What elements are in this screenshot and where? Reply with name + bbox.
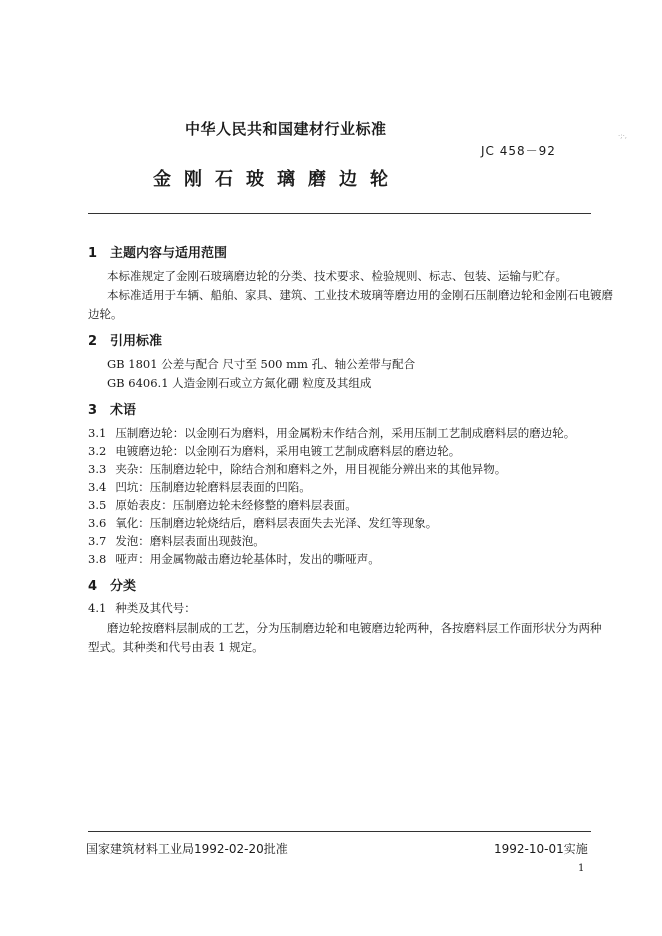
section-4-number: 4 — [88, 579, 98, 594]
reference-item: GB 1801 公差与配合 尺寸至 500 mm 孔、轴公差带与配合 — [107, 357, 416, 371]
section-2-heading — [88, 330, 162, 349]
term-number: 3.1 — [88, 426, 107, 440]
term-text: 夹杂：压制磨边轮中，除结合剂和磨料之外，用目视能分辨出来的其他异物。 — [115, 462, 507, 476]
term-number: 3.4 — [88, 480, 107, 494]
subsection-number: 4.1 — [88, 601, 107, 615]
term-text: 氧化：压制磨边轮烧结后，磨料层表面失去光泽、发红等现象。 — [115, 516, 438, 530]
section-1-number: 1 — [88, 246, 98, 261]
approval-line: 国家建筑材料工业局1992-02-20批准 — [86, 842, 288, 856]
reference-item: GB 6406.1 人造金刚石或立方氮化硼 粒度及其组成 — [107, 376, 372, 390]
section-1-paragraph: 边轮。 — [88, 307, 123, 321]
section-3-title: 术语 — [110, 403, 137, 418]
section-3-heading — [88, 399, 136, 418]
term-number: 3.8 — [88, 552, 107, 566]
term-number: 3.3 — [88, 462, 107, 476]
term-item — [88, 497, 357, 513]
term-number: 3.6 — [88, 516, 107, 530]
term-item — [88, 461, 506, 477]
term-number: 3.2 — [88, 444, 107, 458]
term-item — [88, 443, 460, 459]
term-text: 压制磨边轮：以金刚石为磨料，用金属粉末作结合剂，采用压制工艺制成磨料层的磨边轮。 — [115, 426, 576, 440]
subsection-title: 种类及其代号： — [115, 601, 196, 615]
publisher-line: 中华人民共和国建材行业标准 — [185, 120, 387, 138]
page-number: 1 — [578, 863, 585, 874]
section-4-paragraph: 型式。其种类和代号由表 1 规定。 — [88, 640, 264, 654]
section-4-title: 分类 — [110, 579, 137, 594]
implementation-date: 1992-10-01实施 — [494, 842, 588, 856]
term-text: 电镀磨边轮：以金刚石为磨料，采用电镀工艺制成磨料层的磨边轮。 — [115, 444, 461, 458]
term-text: 哑声：用金属物敲击磨边轮基体时，发出的嘶哑声。 — [115, 552, 380, 566]
term-item — [88, 551, 380, 567]
scan-mark: ·;·, — [618, 132, 628, 140]
term-item — [88, 479, 311, 495]
standard-code: JC 458－92 — [481, 144, 556, 158]
term-item — [88, 515, 437, 531]
term-item — [88, 533, 265, 549]
section-1-title: 主题内容与适用范围 — [110, 246, 228, 261]
section-3-number: 3 — [88, 403, 98, 418]
term-text: 发泡：磨料层表面出现鼓泡。 — [115, 534, 265, 548]
section-4-heading — [88, 575, 136, 594]
section-1-paragraph: 本标准规定了金刚石玻璃磨边轮的分类、技术要求、检验规则、标志、包装、运输与贮存。 — [107, 269, 567, 283]
section-1-heading — [88, 242, 227, 261]
term-number: 3.7 — [88, 534, 107, 548]
section-4-paragraph: 磨边轮按磨料层制成的工艺，分为压制磨边轮和电镀磨边轮两种，各按磨料层工作面形状分为两种 — [107, 621, 602, 635]
top-divider — [88, 213, 591, 214]
term-text: 原始表皮：压制磨边轮未经修整的磨料层表面。 — [115, 498, 357, 512]
term-number: 3.5 — [88, 498, 107, 512]
subsection-4-1 — [88, 600, 196, 616]
document-title: 金刚石玻璃磨边轮 — [153, 169, 401, 190]
bottom-divider — [88, 831, 591, 832]
term-text: 凹坑：压制磨边轮磨料层表面的凹陷。 — [115, 480, 311, 494]
section-2-number: 2 — [88, 334, 98, 349]
section-1-paragraph: 本标准适用于车辆、船舶、家具、建筑、工业技术玻璃等磨边用的金刚石压制磨边轮和金刚石电镀磨 — [107, 288, 613, 302]
term-item — [88, 425, 575, 441]
section-2-title: 引用标准 — [110, 334, 163, 349]
